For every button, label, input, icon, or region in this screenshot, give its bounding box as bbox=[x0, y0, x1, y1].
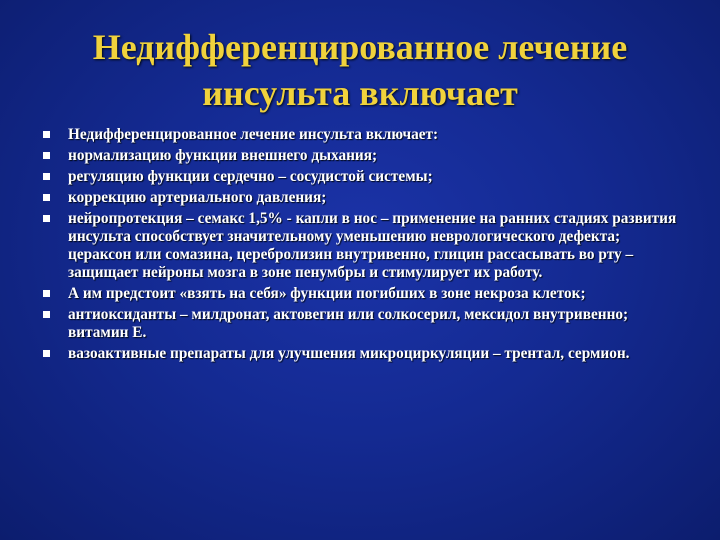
list-item bbox=[40, 210, 680, 282]
square-bullet-icon bbox=[43, 131, 50, 138]
list-item bbox=[40, 189, 680, 207]
bullet-list bbox=[40, 126, 680, 366]
square-bullet-icon bbox=[43, 194, 50, 201]
list-item-text: вазоактивные препараты для улучшения микроциркуляции – трентал, сермион. bbox=[68, 345, 630, 362]
list-item bbox=[40, 345, 680, 363]
list-item-text: А им предстоит «взять на себя» функции погибших в зоне некроза клеток; bbox=[68, 285, 586, 302]
square-bullet-icon bbox=[43, 173, 50, 180]
list-item-text: регуляцию функции сердечно – сосудистой системы; bbox=[68, 168, 433, 185]
list-item-text: коррекцию артериального давления; bbox=[68, 189, 327, 206]
square-bullet-icon bbox=[43, 311, 50, 318]
list-item-text: Недифференцированное лечение инсульта включает: bbox=[68, 126, 439, 143]
slide-title: Недифференцированное лечение инсульта включает bbox=[92, 27, 628, 113]
list-item bbox=[40, 168, 680, 186]
square-bullet-icon bbox=[43, 152, 50, 159]
list-item-text: нормализацию функции внешнего дыхания; bbox=[68, 147, 378, 164]
square-bullet-icon bbox=[43, 350, 50, 357]
square-bullet-icon bbox=[43, 290, 50, 297]
list-item-text: нейропротекция – семакс 1,5% - капли в нос – применение на ранних стадиях развития инсульта способствует значительному уменьшению неврологического дефекта; цераксон или сомазина, церебролизин внутривенно, глицин рассасывать во рту – защищает нейроны мозга в зоне пенумбры и стимулирует их работу. bbox=[68, 210, 677, 281]
list-item bbox=[40, 126, 680, 144]
list-item bbox=[40, 147, 680, 165]
list-item bbox=[40, 306, 680, 342]
list-item-text: антиоксиданты – милдронат, актовегин или солкосерил, мексидол внутривенно; витамин Е. bbox=[68, 306, 629, 341]
square-bullet-icon bbox=[43, 215, 50, 222]
list-item bbox=[40, 285, 680, 303]
